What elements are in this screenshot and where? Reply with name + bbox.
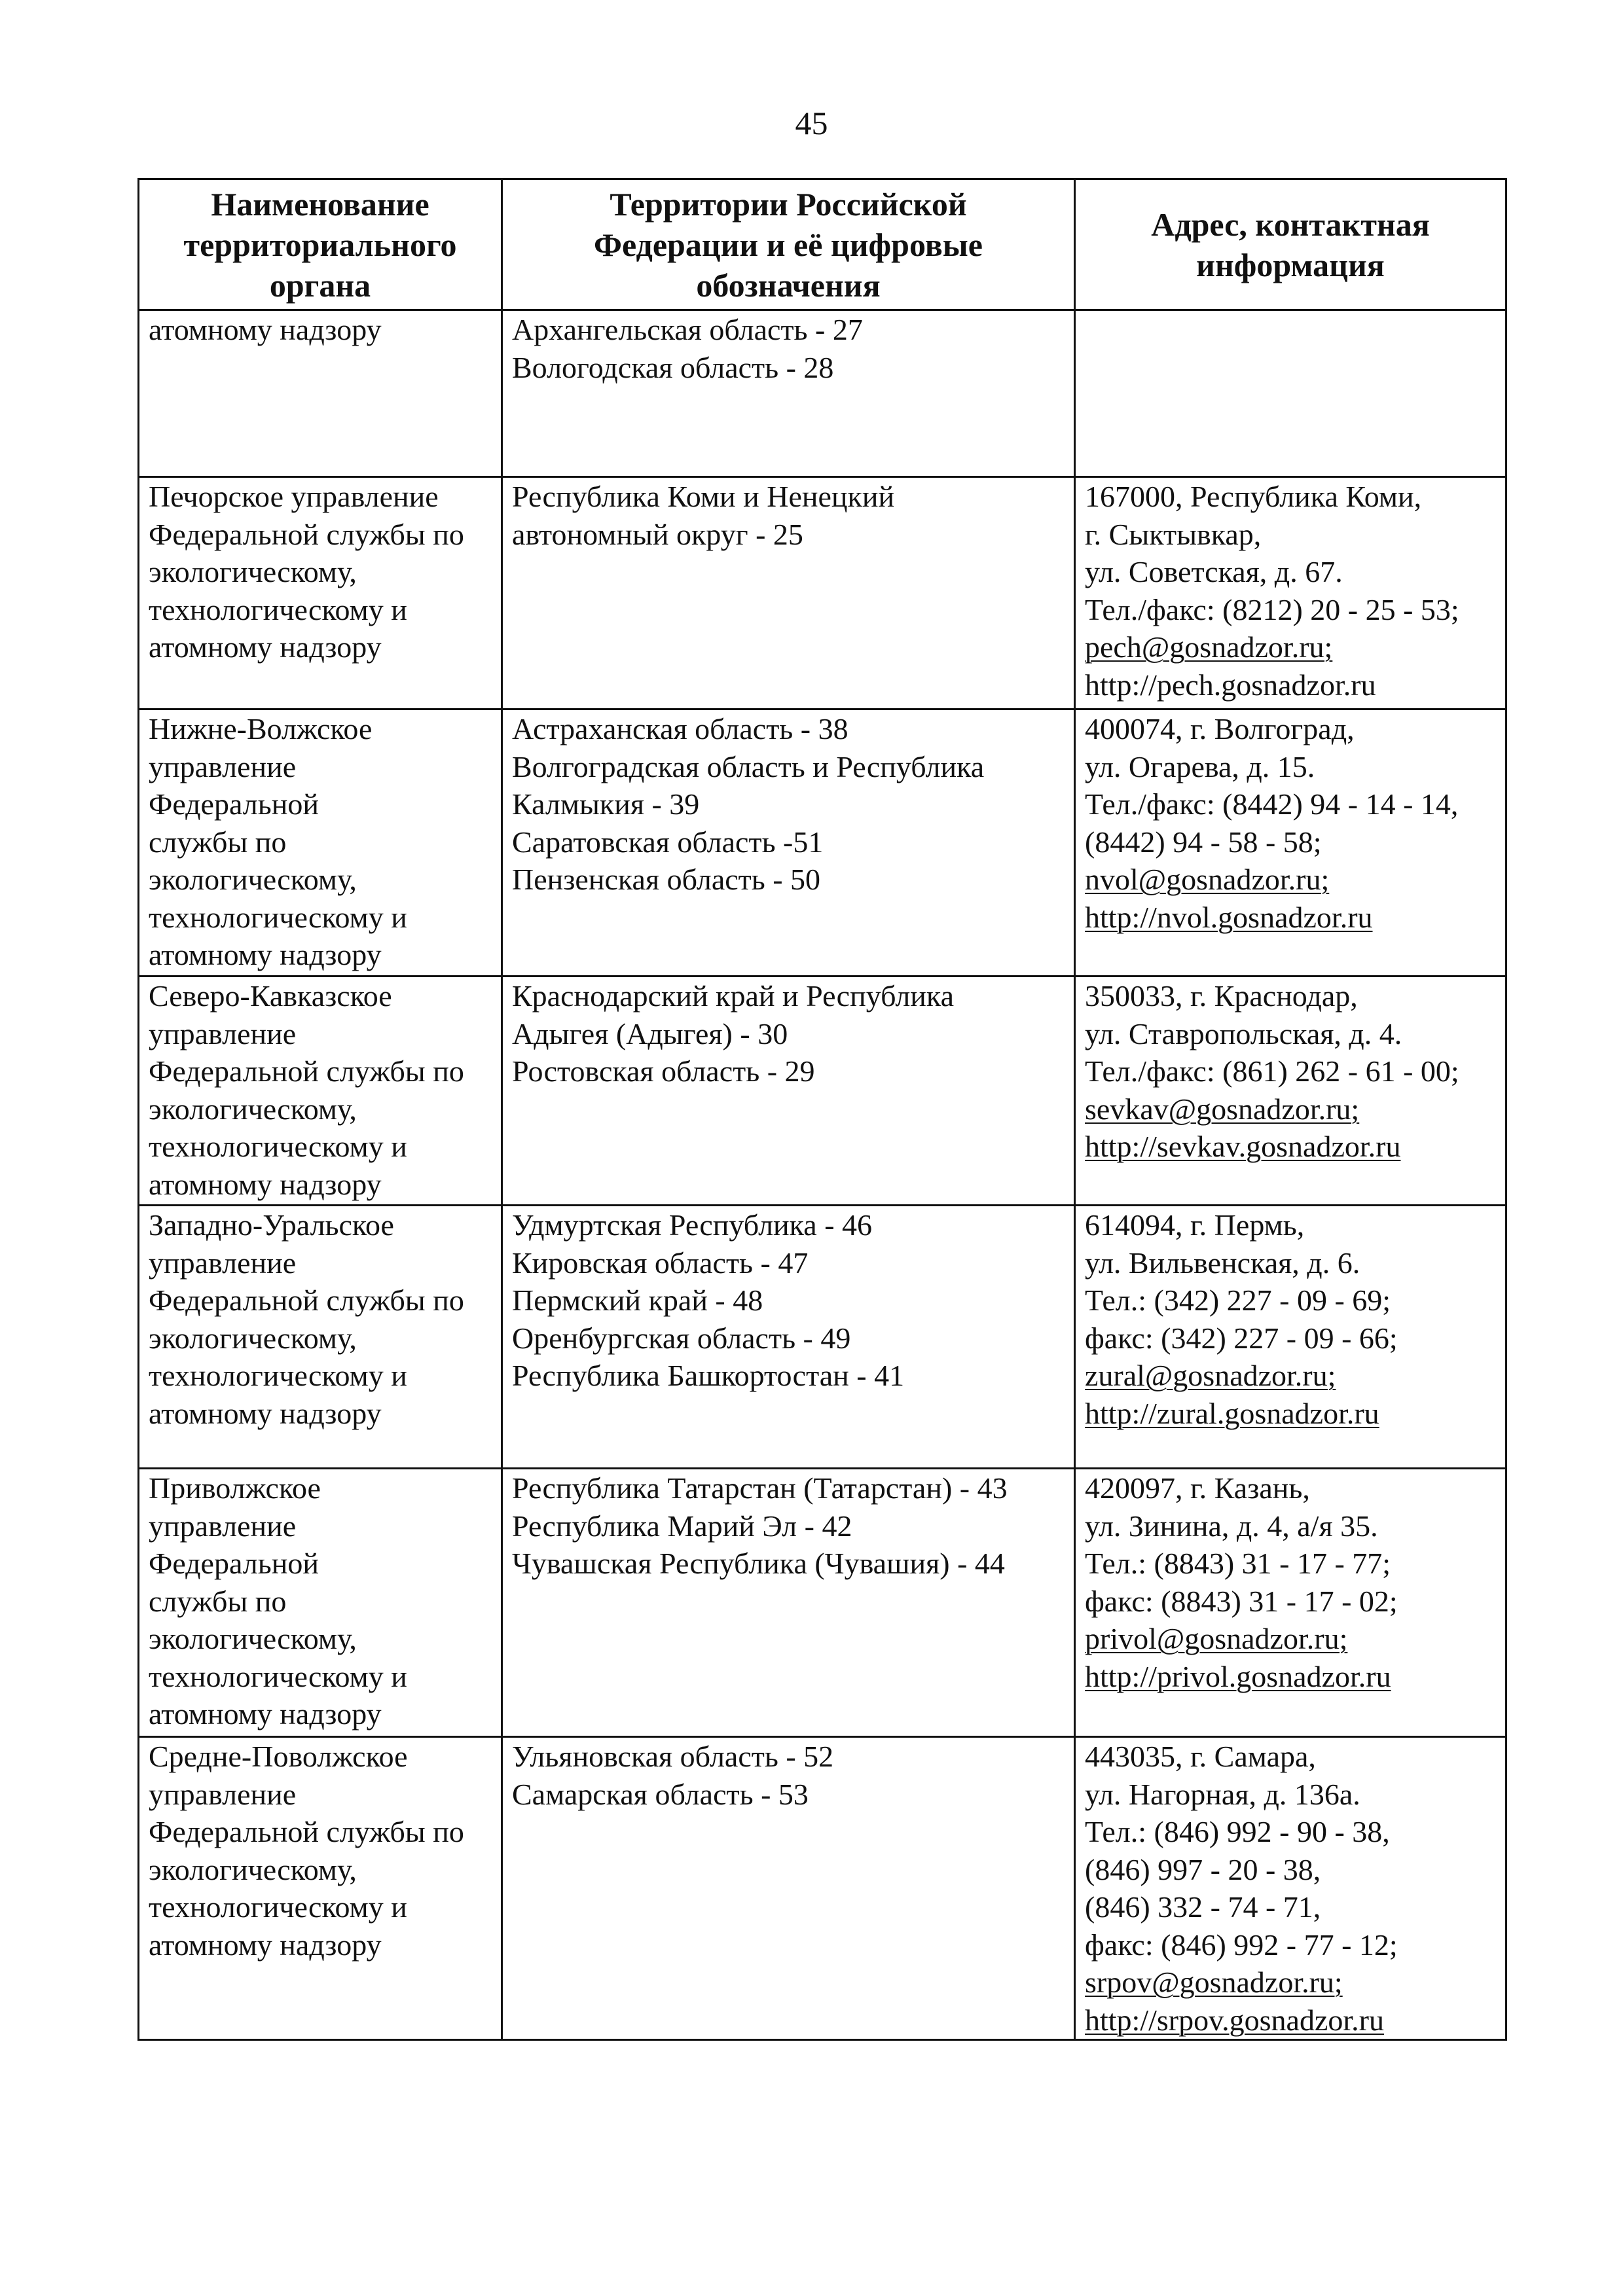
- territory-line: Адыгея (Адыгея) - 30: [512, 1016, 788, 1050]
- email-link[interactable]: sevkav@gosnadzor.ru;: [1085, 1092, 1360, 1126]
- territory-line: Архангельская область - 27: [512, 313, 863, 346]
- contact-line: ул. Вильвенская, д. 6.: [1085, 1246, 1360, 1280]
- territory-line: Кировская область - 47: [512, 1246, 809, 1280]
- organ-line: экологическому,: [149, 1622, 357, 1655]
- contact-line: Тел./факс: (861) 262 - 61 - 00;: [1085, 1054, 1459, 1088]
- organ-line: Северо-Кавказское: [149, 979, 392, 1013]
- email-link[interactable]: pech@gosnadzor.ru;: [1085, 630, 1333, 664]
- table-header-row: [139, 179, 1506, 310]
- organ-line: атомному надзору: [149, 1167, 382, 1201]
- territories-cell: [502, 977, 1075, 1206]
- contact-cell: [1075, 1206, 1506, 1469]
- territory-line: автономный округ - 25: [512, 517, 803, 551]
- table-row: [139, 477, 1506, 709]
- header-line: Территории Российской: [610, 185, 967, 223]
- organ-line: атомному надзору: [149, 1396, 382, 1430]
- organ-line: технологическому и: [149, 900, 407, 934]
- contact-line: ул. Зинина, д. 4, а/я 35.: [1085, 1509, 1378, 1543]
- contact-line: ул. Советская, д. 67.: [1085, 555, 1343, 588]
- contact-cell: [1075, 977, 1506, 1206]
- contact-line: Тел./факс: (8442) 94 - 14 - 14,: [1085, 787, 1459, 821]
- territory-line: Самарская область - 53: [512, 1777, 809, 1811]
- organ-line: Приволжское: [149, 1471, 321, 1505]
- table-row: [139, 709, 1506, 977]
- territory-line: Калмыкия - 39: [512, 787, 700, 821]
- organ-cell: [139, 1206, 502, 1469]
- contact-line: (846) 332 - 74 - 71,: [1085, 1890, 1321, 1924]
- organ-line: атомному надзору: [149, 1928, 382, 1962]
- website-link[interactable]: http://nvol.gosnadzor.ru: [1085, 900, 1373, 934]
- website-link[interactable]: http://privol.gosnadzor.ru: [1085, 1659, 1391, 1693]
- territory-line: Волгоградская область и Республика: [512, 749, 985, 783]
- email-link[interactable]: srpov@gosnadzor.ru;: [1085, 1965, 1343, 1999]
- contact-line: Тел.: (846) 992 - 90 - 38,: [1085, 1815, 1390, 1848]
- organ-line: Федеральной службы по: [149, 1815, 464, 1848]
- organ-line: Федеральной: [149, 1547, 319, 1580]
- territory-line: Вологодская область - 28: [512, 350, 834, 384]
- territory-line: Пензенская область - 50: [512, 863, 821, 896]
- table-row: [139, 977, 1506, 1206]
- email-link[interactable]: zural@gosnadzor.ru;: [1085, 1359, 1336, 1392]
- organ-line: экологическому,: [149, 1852, 357, 1886]
- territories-cell: [502, 477, 1075, 709]
- organ-cell: [139, 977, 502, 1206]
- header-line: органа: [269, 266, 371, 304]
- contact-line: 350033, г. Краснодар,: [1085, 979, 1358, 1013]
- organ-line: технологическому и: [149, 1659, 407, 1693]
- email-link[interactable]: nvol@gosnadzor.ru;: [1085, 863, 1330, 896]
- organ-line: атомному надзору: [149, 630, 382, 664]
- organ-line: управление: [149, 1246, 297, 1280]
- territory-line: Республика Марий Эл - 42: [512, 1509, 852, 1543]
- organ-line: экологическому,: [149, 1092, 357, 1126]
- contact-line: ул. Ставропольская, д. 4.: [1085, 1016, 1402, 1050]
- website-link[interactable]: http://sevkav.gosnadzor.ru: [1085, 1130, 1401, 1163]
- header-territories: [502, 179, 1075, 310]
- contact-cell: [1075, 310, 1506, 477]
- organ-line: Печорское управление: [149, 480, 439, 513]
- email-link[interactable]: privol@gosnadzor.ru;: [1085, 1622, 1348, 1655]
- header-line: Наименование: [211, 185, 429, 223]
- contact-line: Тел./факс: (8212) 20 - 25 - 53;: [1085, 592, 1459, 626]
- organ-line: атомному надзору: [149, 313, 382, 346]
- territory-line: Республика Башкортостан - 41: [512, 1359, 905, 1392]
- organ-line: управление: [149, 1509, 297, 1543]
- website-link[interactable]: http://pech.gosnadzor.ru: [1085, 668, 1376, 702]
- organ-cell: [139, 310, 502, 477]
- territories-cell: [502, 1737, 1075, 2040]
- territory-line: Саратовская область -51: [512, 825, 824, 859]
- territory-line: Республика Коми и Ненецкий: [512, 480, 895, 513]
- organ-line: управление: [149, 749, 297, 783]
- table-row: [139, 1206, 1506, 1469]
- header-line: обозначения: [696, 266, 881, 304]
- contact-line: 167000, Республика Коми,: [1085, 480, 1422, 513]
- header-line: территориального: [183, 226, 457, 263]
- contact-line: Тел.: (342) 227 - 09 - 69;: [1085, 1283, 1391, 1317]
- organ-line: службы по: [149, 825, 287, 859]
- territory-line: Краснодарский край и Республика: [512, 979, 954, 1013]
- territory-line: Пермский край - 48: [512, 1283, 763, 1317]
- contact-line: 400074, г. Волгоград,: [1085, 712, 1355, 745]
- territory-line: Ростовская область - 29: [512, 1054, 815, 1088]
- organ-line: технологическому и: [149, 1359, 407, 1392]
- header-contact: [1075, 179, 1506, 310]
- territory-line: Чувашская Республика (Чувашия) - 44: [512, 1547, 1005, 1580]
- organ-line: Федеральной: [149, 787, 319, 821]
- territory-line: Астраханская область - 38: [512, 712, 848, 745]
- contact-line: 420097, г. Казань,: [1085, 1471, 1310, 1505]
- organ-cell: [139, 709, 502, 977]
- territory-line: Оренбургская область - 49: [512, 1321, 851, 1355]
- contact-line: факс: (8843) 31 - 17 - 02;: [1085, 1584, 1398, 1618]
- table-row: [139, 310, 1506, 477]
- organ-line: атомному надзору: [149, 938, 382, 971]
- organ-line: управление: [149, 1777, 297, 1811]
- contact-line: факс: (846) 992 - 77 - 12;: [1085, 1928, 1398, 1962]
- territories-cell: [502, 1469, 1075, 1737]
- organ-line: технологическому и: [149, 592, 407, 626]
- contact-line: Тел.: (8843) 31 - 17 - 77;: [1085, 1547, 1391, 1580]
- contact-cell: [1075, 1737, 1506, 2040]
- website-link[interactable]: http://zural.gosnadzor.ru: [1085, 1396, 1379, 1430]
- contact-line: факс: (342) 227 - 09 - 66;: [1085, 1321, 1398, 1355]
- contact-line: (8442) 94 - 58 - 58;: [1085, 825, 1322, 859]
- territories-cell: [502, 1206, 1075, 1469]
- table-row: [139, 1469, 1506, 1737]
- organ-line: экологическому,: [149, 863, 357, 896]
- header-line: информация: [1196, 246, 1385, 283]
- contact-line: ул. Нагорная, д. 136а.: [1085, 1777, 1360, 1811]
- organ-line: Западно-Уральское: [149, 1208, 394, 1242]
- organ-line: управление: [149, 1016, 297, 1050]
- organ-line: экологическому,: [149, 1321, 357, 1355]
- organ-line: Федеральной службы по: [149, 1283, 464, 1317]
- organ-line: экологическому,: [149, 555, 357, 588]
- contact-cell: [1075, 477, 1506, 709]
- organ-cell: [139, 1737, 502, 2040]
- contact-cell: [1075, 1469, 1506, 1737]
- contact-line: 614094, г. Пермь,: [1085, 1208, 1305, 1242]
- territory-line: Удмуртская Республика - 46: [512, 1208, 873, 1242]
- organ-line: технологическому и: [149, 1890, 407, 1924]
- organ-cell: [139, 477, 502, 709]
- organ-line: Федеральной службы по: [149, 1054, 464, 1088]
- header-line: Адрес, контактная: [1151, 206, 1430, 243]
- website-link[interactable]: http://srpov.gosnadzor.ru: [1085, 2003, 1384, 2037]
- territorial-organs-table: [137, 178, 1507, 2041]
- territories-cell: [502, 709, 1075, 977]
- territory-line: Ульяновская область - 52: [512, 1740, 834, 1773]
- table-row: [139, 1737, 1506, 2040]
- organ-line: атомному надзору: [149, 1697, 382, 1731]
- header-line: Федерации и её цифровые: [594, 226, 983, 263]
- page-number: 45: [795, 105, 828, 141]
- contact-line: ул. Огарева, д. 15.: [1085, 749, 1315, 783]
- territories-cell: [502, 310, 1075, 477]
- organ-line: технологическому и: [149, 1130, 407, 1163]
- contact-line: (846) 997 - 20 - 38,: [1085, 1852, 1321, 1886]
- contact-cell: [1075, 709, 1506, 977]
- contact-line: г. Сыктывкар,: [1085, 517, 1262, 551]
- header-organ-name: [139, 179, 502, 310]
- organ-line: Средне-Поволжское: [149, 1740, 408, 1773]
- territory-line: Республика Татарстан (Татарстан) - 43: [512, 1471, 1008, 1505]
- organ-line: Федеральной службы по: [149, 517, 464, 551]
- organ-cell: [139, 1469, 502, 1737]
- organ-line: Нижне-Волжское: [149, 712, 373, 745]
- organ-line: службы по: [149, 1584, 287, 1618]
- contact-line: 443035, г. Самара,: [1085, 1740, 1316, 1773]
